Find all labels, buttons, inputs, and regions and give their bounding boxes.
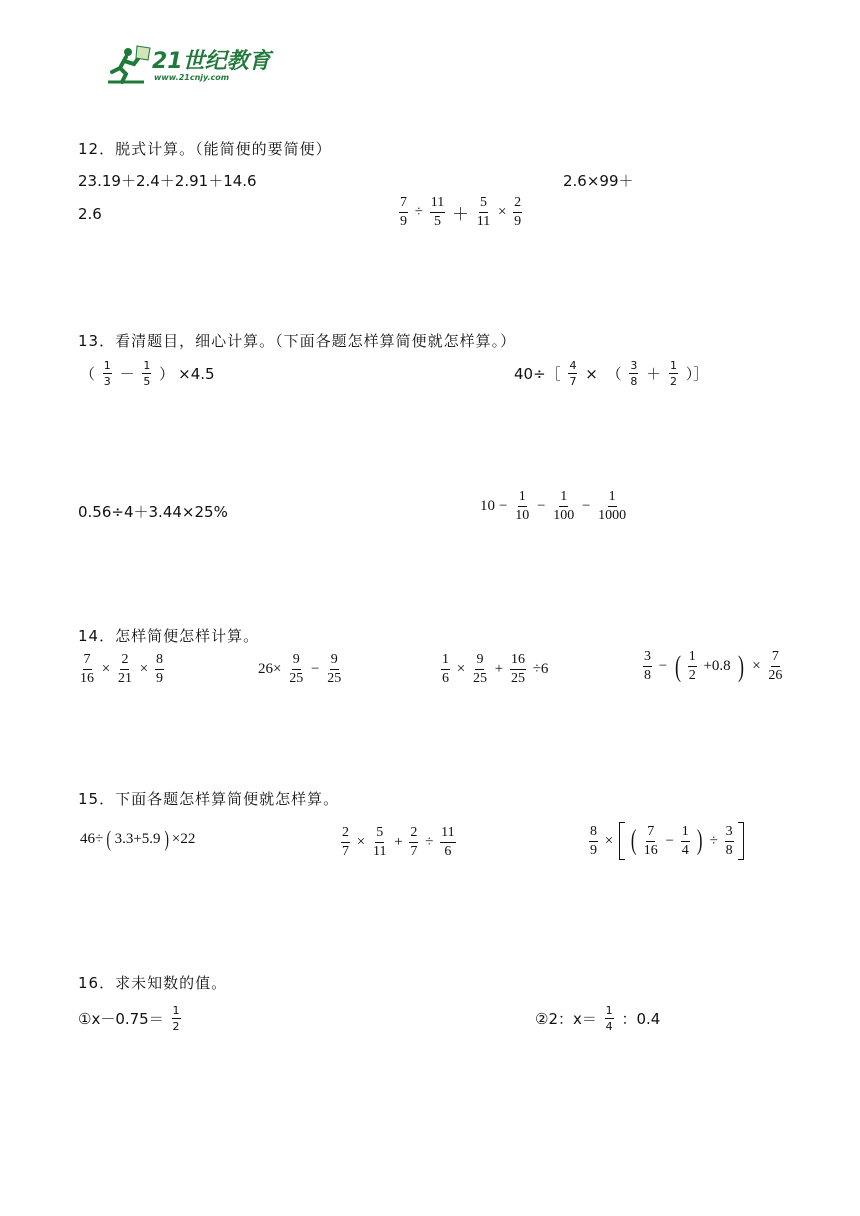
- q14-expr-1: $\frac{7}{16}$ × $\frac{2}{21}$ × $\frac{8}{9}$: [80, 652, 163, 686]
- fraction: $\frac{3}{8}$: [725, 823, 733, 858]
- fraction: $\frac{11}{5}$: [430, 195, 445, 229]
- fraction: $\frac{7}{26}$: [768, 649, 783, 683]
- q13-expr-4: 10 − $\frac{1}{10}$ − $\frac{1}{100}$ − $\frac{1}{1000}$: [480, 489, 627, 523]
- fraction: $\frac{16}{25}$: [510, 652, 525, 686]
- fraction: $\frac{9}{25}$: [472, 652, 487, 686]
- fraction: $\frac{1}{2}$: [172, 1004, 180, 1033]
- q13-expr-3: 0.56÷4＋3.44×25%: [78, 503, 228, 521]
- fraction: $\frac{2}{7}$: [342, 825, 349, 859]
- fraction: $\frac{8}{9}$: [590, 823, 597, 858]
- q15-expr-3: $\frac{8}{9}$ × ( $\frac{7}{16}$ − $\frac{1}{4}$ ) ÷ $\frac{3}{8}$: [588, 822, 744, 860]
- fraction: $\frac{1}{4}$: [681, 823, 689, 858]
- runner-logo-icon: [104, 42, 154, 90]
- q16-expr-2: ②2：x＝ $\frac{1}{4}$ ：0.4: [535, 1004, 661, 1033]
- fraction: $\frac{8}{9}$: [155, 652, 163, 686]
- fraction: $\frac{9}{25}$: [327, 652, 342, 686]
- logo-brand: 21世纪教育: [152, 49, 271, 74]
- fraction: $\frac{1}{10}$: [515, 489, 530, 523]
- fraction: $\frac{1}{5}$: [143, 359, 151, 388]
- q14-expr-4: $\frac{3}{8}$ − ( $\frac{1}{2}$ +0.8 ) × $\frac{7}{26}$: [644, 649, 783, 683]
- fraction: $\frac{3}{8}$: [630, 359, 638, 388]
- q12-title: 12．脱式计算。（能简便的要简便）: [78, 140, 332, 158]
- fraction: $\frac{11}{6}$: [441, 825, 455, 859]
- fraction: $\frac{1}{2}$: [688, 649, 696, 683]
- q14-expr-2: 26× $\frac{9}{25}$ − $\frac{9}{25}$: [258, 652, 342, 686]
- q14-title: 14．怎样简便怎样计算。: [78, 627, 260, 645]
- fraction: $\frac{2}{9}$: [514, 195, 522, 229]
- fraction: $\frac{2}{21}$: [117, 652, 132, 686]
- fraction: $\frac{3}{8}$: [644, 649, 651, 683]
- fraction: $\frac{1}{2}$: [669, 359, 677, 388]
- fraction: $\frac{4}{7}$: [569, 359, 577, 388]
- fraction: $\frac{7}{9}$: [400, 195, 407, 229]
- fraction: $\frac{9}{25}$: [289, 652, 304, 686]
- fraction: $\frac{2}{7}$: [410, 825, 418, 859]
- fraction: $\frac{1}{3}$: [103, 359, 111, 388]
- q12-expr-3: $\frac{7}{9}$ ÷ $\frac{11}{5}$ ＋ $\frac{5}{11}$ × $\frac{2}{9}$: [400, 195, 522, 229]
- q12-expr-1: 23.19＋2.4＋2.91＋14.6: [78, 172, 257, 190]
- logo: [104, 42, 274, 90]
- q15-expr-1: 46÷ ( 3.3+5.9 ) ×22: [80, 826, 196, 851]
- q15-title: 15．下面各题怎样算简便就怎样算。: [78, 790, 340, 808]
- fraction: $\frac{1}{100}$: [553, 489, 575, 523]
- q13-title: 13．看清题目，细心计算。（下面各题怎样算简便就怎样算。）: [78, 332, 517, 350]
- q12-expr-2a: 2.6×99＋: [563, 172, 634, 190]
- fraction: $\frac{5}{11}$: [476, 195, 491, 229]
- q16-title: 16．求未知数的值。: [78, 974, 228, 992]
- fraction: $\frac{5}{11}$: [372, 825, 387, 859]
- fraction: $\frac{1}{4}$: [605, 1004, 613, 1033]
- fraction: $\frac{1}{6}$: [442, 652, 449, 686]
- q16-expr-1: ①x－0.75＝ $\frac{1}{2}$: [78, 1004, 180, 1033]
- logo-url: www.21cnjy.com: [154, 73, 230, 82]
- q14-expr-3: $\frac{1}{6}$ × $\frac{9}{25}$ + $\frac{16}{25}$ ÷6: [442, 652, 549, 686]
- fraction: $\frac{1}{1000}$: [598, 489, 627, 523]
- q13-expr-1: （ $\frac{1}{3}$ － $\frac{1}{5}$ ） ×4.5: [80, 359, 215, 388]
- q13-expr-2: 40÷［ $\frac{4}{7}$ × （ $\frac{3}{8}$ ＋ $\frac{1}{2}$ ）］: [514, 359, 709, 388]
- fraction: $\frac{7}{16}$: [80, 652, 94, 686]
- fraction: $\frac{7}{16}$: [643, 823, 658, 858]
- q12-expr-2b: 2.6: [78, 205, 102, 223]
- q15-expr-2: $\frac{2}{7}$ × $\frac{5}{11}$ + $\frac{2}{7}$ ÷ $\frac{11}{6}$: [342, 825, 455, 859]
